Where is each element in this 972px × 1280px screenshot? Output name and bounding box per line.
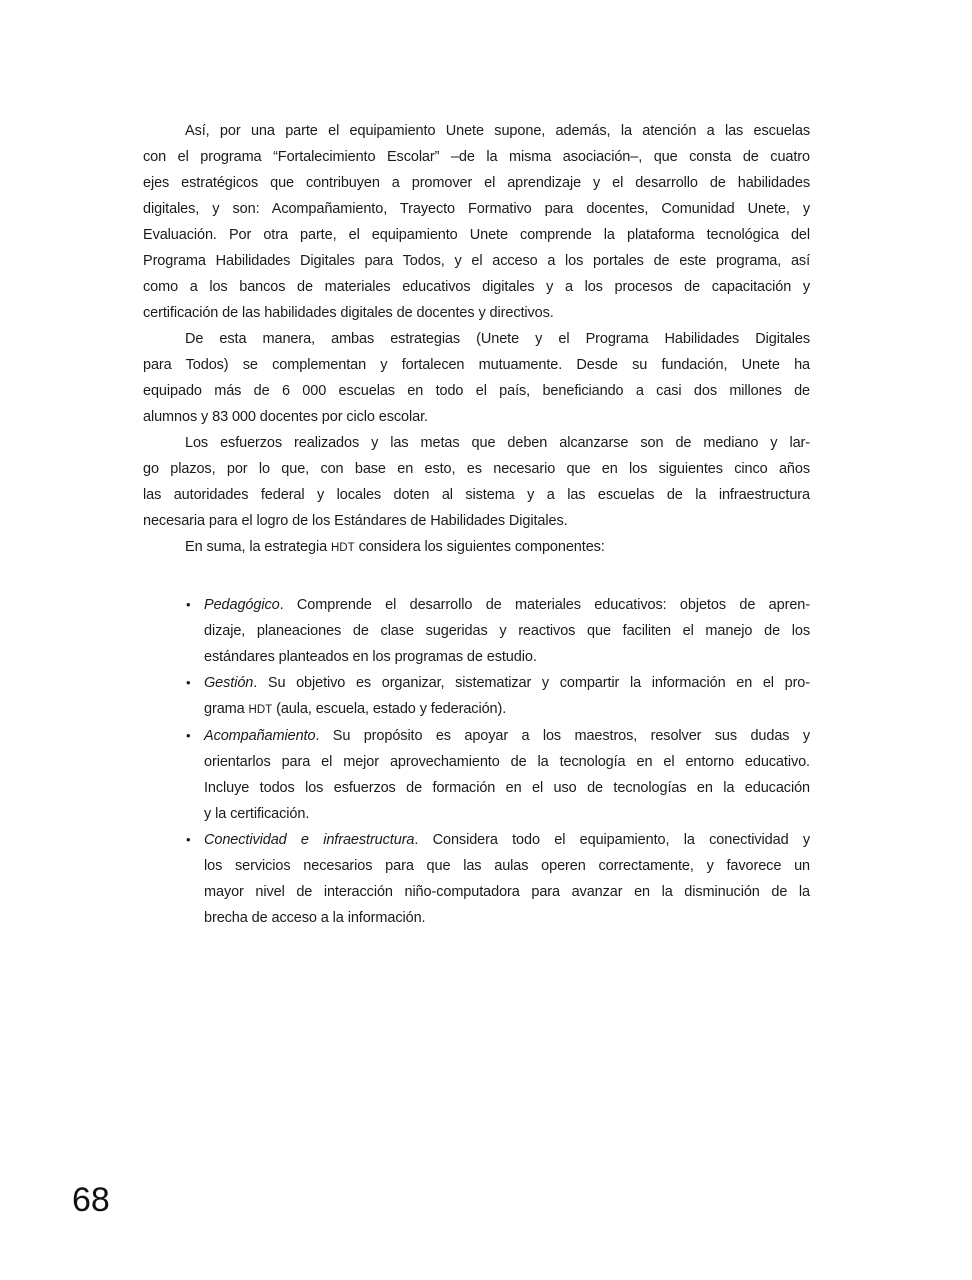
text-line: orientarlos para el mejor aprovechamiento de la tecnología en el entorno educativo. — [204, 754, 810, 770]
text-line: Los esfuerzos realizados y las metas que deben alcanzarse son de mediano y lar- — [185, 435, 810, 451]
italic-term: Acompañamiento — [204, 728, 316, 744]
bullet-icon: • — [186, 597, 191, 612]
text-line: como a los bancos de materiales educativos digitales y a los procesos de capacitación y — [143, 279, 810, 295]
bullet-icon: • — [186, 675, 191, 690]
text-line: Evaluación. Por otra parte, el equipamiento Unete comprende la plataforma tecnológica del — [143, 227, 810, 243]
text-line: los servicios necesarios para que las aulas operen correctamente, y favorece un — [204, 858, 810, 874]
paragraph — [143, 534, 810, 561]
smallcaps-acronym: HDT — [331, 542, 355, 554]
text-line: alumnos y 83 000 docentes por ciclo escolar. — [143, 409, 428, 425]
paragraph — [143, 430, 810, 534]
text-line: digitales, y son: Acompañamiento, Trayecto Formativo para docentes, Comunidad Unete, y — [143, 201, 810, 217]
text-line: con el programa “Fortalecimiento Escolar” –de la misma asociación–, que consta de cuatro — [143, 149, 810, 165]
bullet-item — [143, 723, 810, 827]
text-line: Así, por una parte el equipamiento Unete supone, además, la atención a las escuelas — [185, 123, 810, 139]
text-line: Gestión. Su objetivo es organizar, sistematizar y compartir la información en el pro- — [204, 675, 810, 691]
text-column — [143, 118, 810, 931]
text-line: dizaje, planeaciones de clase sugeridas y reactivos que faciliten el manejo de los — [204, 623, 810, 639]
bullet-item — [143, 592, 810, 670]
text-line: Acompañamiento. Su propósito es apoyar a los maestros, resolver sus dudas y — [204, 728, 810, 744]
text-line: grama HDT (aula, escuela, estado y federación). — [204, 701, 507, 717]
smallcaps-acronym: HDT — [248, 704, 273, 716]
text-line: necesaria para el logro de los Estándares de Habilidades Digitales. — [143, 513, 568, 529]
text-line: brecha de acceso a la información. — [204, 910, 426, 926]
italic-term: Conectividad e infraestructura — [204, 832, 415, 848]
text-line: equipado más de 6 000 escuelas en todo el país, beneficiando a casi dos millones de — [143, 383, 810, 399]
italic-term: Gestión — [204, 675, 254, 691]
text-line: para Todos) se complementan y fortalecen mutuamente. Desde su fundación, Unete ha — [143, 357, 810, 373]
text-line: En suma, la estrategia HDT considera los siguientes componentes: — [185, 539, 605, 555]
bullet-item — [143, 827, 810, 931]
page-number: 68 — [72, 1181, 110, 1219]
paragraph — [143, 326, 810, 430]
text-line: Incluye todos los esfuerzos de formación en el uso de tecnologías en la educación — [204, 780, 810, 796]
text-line: las autoridades federal y locales doten al sistema y a las escuelas de la infraestructura — [143, 487, 810, 503]
bullet-icon: • — [186, 728, 191, 743]
text-line: ejes estratégicos que contribuyen a promover el aprendizaje y el desarrollo de habilidades — [143, 175, 810, 191]
bullet-icon: • — [186, 832, 191, 847]
italic-term: Pedagógico — [204, 597, 280, 613]
text-line: Programa Habilidades Digitales para Todos, y el acceso a los portales de este programa, así — [143, 253, 810, 269]
text-line: De esta manera, ambas estrategias (Unete y el Programa Habilidades Digitales — [185, 331, 810, 347]
text-line: Pedagógico. Comprende el desarrollo de materiales educativos: objetos de apren- — [204, 597, 810, 613]
paragraph — [143, 118, 810, 326]
text-line: Conectividad e infraestructura. Considera todo el equipamiento, la conectividad y — [204, 832, 810, 848]
text-line: mayor nivel de interacción niño-computadora para avanzar en la disminución de la — [204, 884, 810, 900]
text-line: estándares planteados en los programas de estudio. — [204, 649, 537, 665]
text-line: y la certificación. — [204, 806, 310, 822]
text-line: certificación de las habilidades digitales de docentes y directivos. — [143, 305, 554, 321]
text-line: go plazos, por lo que, con base en esto, es necesario que en los siguientes cinco años — [143, 461, 810, 477]
bullet-item — [143, 670, 810, 723]
vertical-spacer — [143, 561, 810, 592]
